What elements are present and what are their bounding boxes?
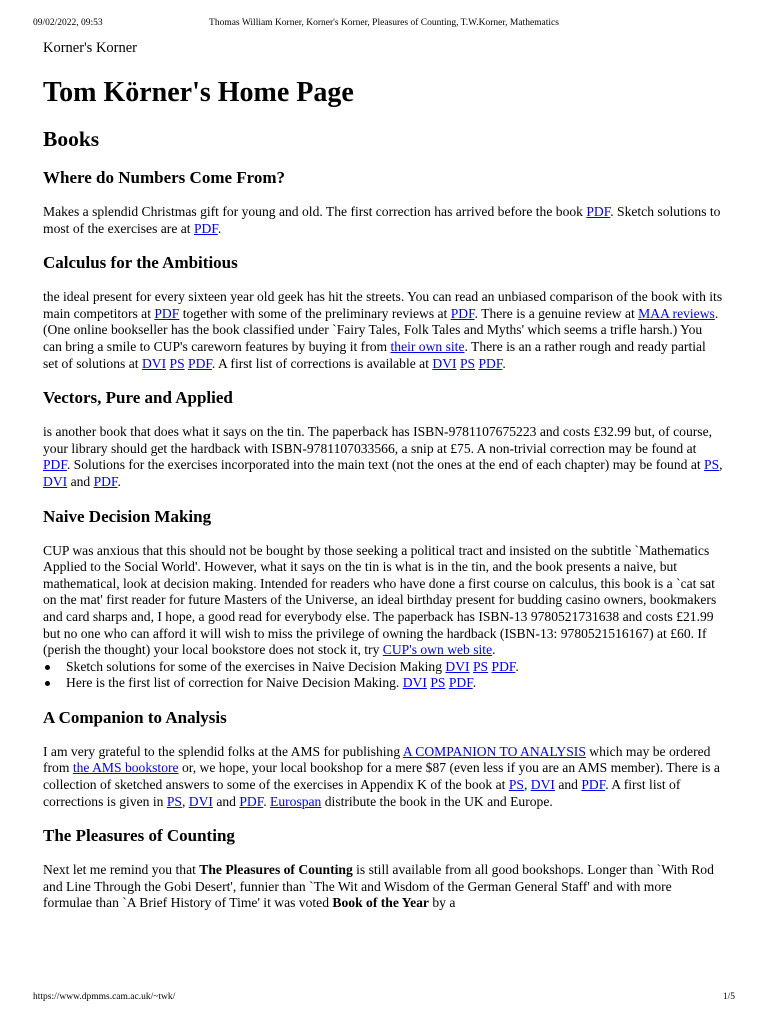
companion-answers-dvi-link[interactable]: DVI [530, 777, 555, 793]
list-item: Sketch solutions for some of the exercises in Naive Decision Making DVI PS PDF. [43, 659, 723, 676]
print-footer [33, 990, 735, 1004]
naive-corrections-pdf-link[interactable]: PDF [448, 675, 473, 691]
naive-resources-list [43, 659, 723, 692]
naive-corrections-ps-link[interactable]: PS [430, 675, 446, 691]
naive-solutions-ps-link[interactable]: PS [473, 658, 489, 674]
book-desc-naive: CUP was anxious that this should not be bought by those seeking a political tract and insisted on the subtitle `Mathematics Applied to the Social World'. However, what it says on the tin is what is in the tin, and the book presents a naive, but mathematical, look at decision making. Intended for readers who have done a first course on calculus, this book is a `cat sat on the mat' first reader for future Masters of the Universe, an ideal birthday present for budding casino owners, bookmakers and card sharps and, I hope, a good read for everybody else. The paperback has ISBN-13 9780521731638 and costs £21.99 but no one who can afford it will wish to miss the privilege of owning the hardback (ISBN-13: 9780521516167) at £60. If (perish the thought) your local bookstore does not stock it, try CUP's own web site. [43, 542, 717, 658]
print-url: https://www.dpmms.cam.ac.uk/~twk/ [33, 992, 176, 1002]
companion-answers-ps-link[interactable]: PS [508, 777, 524, 793]
book-desc-numbers: Makes a splendid Christmas gift for young and old. The first correction has arrived before the book PDF. Sketch solutions to most of the exercises are at PDF. [43, 204, 721, 236]
naive-solutions-dvi-link[interactable]: DVI [445, 658, 470, 674]
companion-book-link[interactable]: A COMPANION TO ANALYSIS [402, 743, 586, 759]
print-header [33, 16, 735, 30]
book-title-vectors: Vectors, Pure and Applied [43, 388, 233, 408]
book-desc-pleasures: Next let me remind you that The Pleasures of Counting is still available from all good bookshops. Longer than `With Rod and Line Through the Gobi Desert', funnier than `The Wit and Wisdom of the German General Staff' and with more formulae than `A Brief History of Time' it was voted Book of the Year by a [43, 862, 714, 911]
vectors-solutions-dvi-link[interactable]: DVI [43, 473, 68, 489]
book-title-calculus: Calculus for the Ambitious [43, 253, 238, 273]
naive-solutions-pdf-link[interactable]: PDF [491, 658, 516, 674]
page-number: 1/5 [722, 992, 735, 1002]
site-name: Korner's Korner [43, 40, 138, 56]
naive-corrections-dvi-link[interactable]: DVI [402, 675, 427, 691]
book-title-naive: Naive Decision Making [43, 506, 212, 526]
companion-corrections-dvi-link[interactable]: DVI [188, 793, 213, 809]
print-date: 09/02/2022, 09:53 [33, 18, 103, 28]
print-document-title: Thomas William Korner, Korner's Korner, Pleasures of Counting, T.W.Korner, Mathematics [209, 18, 559, 28]
ams-bookstore-link[interactable]: the AMS bookstore [72, 760, 179, 776]
calculus-cup-site-link[interactable]: their own site [390, 338, 465, 354]
list-item: Here is the first list of correction for Naive Decision Making. DVI PS PDF. [43, 675, 723, 692]
calculus-solutions-pdf-link[interactable]: PDF [188, 355, 212, 371]
pleasures-title-bold: The Pleasures of Counting [199, 862, 353, 878]
naive-cup-site-link[interactable]: CUP's own web site [382, 642, 493, 658]
book-desc-vectors: is another book that does what it says on the tin. The paperback has ISBN-9781107675223 and costs £32.99 but, of course, your library should get the hardback with ISBN-9781107033566, a snip at £75. A non-trivial correction may be found at PDF. Solutions for the exercises incorporated into the main text (not the ones at the end of each chapter) may be found at PS, DVI and PDF. [43, 424, 723, 489]
calculus-solutions-dvi-link[interactable]: DVI [141, 355, 167, 371]
book-of-year-bold: Book of the Year [332, 895, 429, 911]
vectors-correction-pdf-link[interactable]: PDF [43, 457, 67, 473]
page-title: Tom Körner's Home Page [43, 77, 354, 108]
calculus-solutions-ps-link[interactable]: PS [169, 355, 185, 371]
book-desc-companion: I am very grateful to the splendid folks at the AMS for publishing A COMPANION TO ANALYSIS which may be ordered from the AMS bookstore or, we hope, your local bookshop for a mere $87 (even less if you are an AMS member). There is a collection of sketched answers to some of the exercises in Appendix K of the book at PS, DVI and PDF. A first list of corrections is given in PS, DVI and PDF. Eurospan distribute the book in the UK and Europe. [43, 743, 720, 809]
calculus-corrections-ps-link[interactable]: PS [459, 355, 476, 371]
companion-corrections-ps-link[interactable]: PS [166, 793, 182, 809]
books-heading: Books [43, 127, 100, 151]
page-content [43, 38, 723, 912]
book-title-numbers: Where do Numbers Come From? [43, 168, 286, 187]
book-title-companion: A Companion to Analysis [43, 707, 227, 727]
calculus-reviews-pdf-link[interactable]: PDF [450, 305, 475, 321]
eurospan-link[interactable]: Eurospan [270, 793, 322, 809]
companion-answers-pdf-link[interactable]: PDF [581, 777, 606, 793]
calculus-maa-reviews-link[interactable]: MAA reviews [638, 305, 715, 321]
book-desc-calculus: the ideal present for every sixteen year old geek has hit the streets. You can read an unbiased comparison of the book with its main competitors at PDF together with some of the preliminary reviews at PDF. There is a genuine review at MAA reviews. (One online bookseller has the book classified under `Fairy Tales, Folk Tales and Myths' which seems a trifle harsh.) You can bring a smile to CUP's careworn features by buying it from their own site. There is an a rather rough and ready partial set of solutions at DVI PS PDF. A first list of corrections is available at DVI PS PDF. [43, 289, 723, 371]
calculus-corrections-pdf-link[interactable]: PDF [478, 355, 503, 371]
numbers-solutions-pdf-link[interactable]: PDF [193, 220, 218, 236]
numbers-correction-pdf-link[interactable]: PDF [586, 204, 611, 219]
vectors-solutions-ps-link[interactable]: PS [704, 457, 720, 473]
calculus-corrections-dvi-link[interactable]: DVI [432, 355, 457, 371]
companion-corrections-pdf-link[interactable]: PDF [239, 793, 264, 809]
calculus-comparison-pdf-link[interactable]: PDF [154, 305, 180, 321]
book-title-pleasures: The Pleasures of Counting [43, 826, 235, 846]
vectors-solutions-pdf-link[interactable]: PDF [93, 473, 118, 489]
